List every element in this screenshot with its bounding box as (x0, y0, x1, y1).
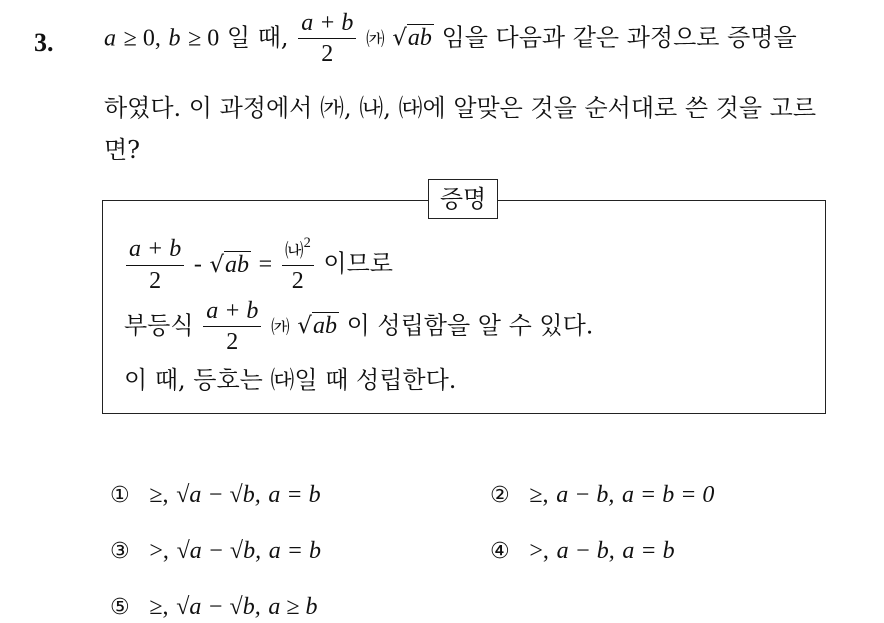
fraction-a-plus-b-over-2 (298, 10, 356, 68)
proof-line-2-fraction (203, 298, 261, 356)
choice-5-condition: a ≥ b (268, 594, 318, 620)
proof-fraction-na-denominator: 2 (291, 267, 304, 294)
choice-2-expression: a − b, (556, 482, 615, 508)
choice-3-expression: √a − √b, (176, 538, 262, 564)
proof-line-2-sqrt-radicand: ab (312, 313, 337, 340)
choice-2-label: ② (490, 483, 510, 508)
choice-2-relation: ≥, (529, 482, 549, 508)
choice-4-relation: >, (529, 538, 549, 564)
choice-3-relation: >, (149, 538, 169, 564)
proof-blank-ga: ㈎ (271, 317, 290, 339)
choice-2[interactable] (490, 480, 714, 509)
choice-5-relation: ≥, (149, 594, 169, 620)
var-b: b (168, 25, 181, 52)
question-line-2: 하였다. 이 과정에서 ㈎, ㈏, ㈐에 알맞은 것을 순서대로 쓴 것을 고르 (104, 94, 817, 122)
when-text: 일 때, (226, 23, 289, 52)
proof-line-2-text: 이 성립함을 알 수 있다. (346, 311, 594, 340)
question-line-1-text: 임을 다음과 같은 과정으로 증명을 (441, 23, 797, 52)
equals-sign: = (258, 251, 273, 278)
choice-4-condition: a = b (622, 538, 675, 564)
proof-line-1-text: 이므로 (323, 249, 393, 278)
proof-fraction-denominator: 2 (149, 267, 162, 294)
choice-1-label: ① (110, 483, 130, 508)
question-line-1 (104, 10, 797, 68)
var-a: a (104, 25, 116, 52)
geq-zero: ≥ 0, (123, 25, 161, 52)
choice-3[interactable] (110, 536, 321, 565)
proof-fraction-na-squared (282, 236, 314, 294)
proof-fraction-na-numerator (282, 236, 314, 266)
superscript-two: 2 (303, 235, 311, 251)
proof-line-2 (124, 298, 593, 356)
blank-na: ㈏ (284, 241, 304, 263)
choice-4-label: ④ (490, 539, 510, 564)
choice-5[interactable] (110, 592, 318, 621)
sqrt-ab-radicand: ab (407, 25, 432, 52)
proof-line-2-denominator: 2 (226, 329, 239, 356)
proof-sqrt-ab: √ab (209, 251, 250, 278)
blank-ga: ㈎ (366, 29, 385, 51)
proof-line-2-sqrt-ab: √ab (297, 313, 337, 340)
choice-3-label: ③ (110, 539, 130, 564)
proof-fraction-numerator: a + b (126, 236, 184, 265)
minus-sign: - (193, 251, 202, 278)
proof-fraction-a-plus-b (126, 236, 184, 294)
proof-line-2-numerator: a + b (203, 298, 261, 327)
choice-1[interactable] (110, 480, 321, 509)
question-line-3: 면? (104, 136, 141, 164)
choice-5-label: ⑤ (110, 595, 130, 620)
fraction-denominator: 2 (321, 41, 334, 68)
question-number: 3. (34, 28, 54, 57)
choice-4-expression: a − b, (556, 538, 615, 564)
choice-4[interactable] (490, 536, 675, 565)
fraction-numerator: a + b (298, 10, 356, 39)
proof-line-3: 이 때, 등호는 ㈐일 때 성립한다. (124, 366, 457, 394)
proof-line-2-prefix: 부등식 (124, 311, 194, 340)
choice-5-expression: √a − √b, (176, 594, 261, 620)
choice-1-relation: ≥, (149, 482, 169, 508)
geq-zero-2: ≥ 0 (188, 25, 220, 52)
proof-line-1 (124, 236, 393, 294)
choice-3-condition: a = b (268, 538, 321, 564)
choice-1-condition: a = b (268, 482, 321, 508)
choice-1-expression: √a − √b, (176, 482, 261, 508)
proof-title: 증명 (428, 179, 498, 219)
proof-sqrt-ab-radicand: ab (225, 251, 250, 278)
sqrt-ab: √ab (392, 25, 432, 52)
choice-2-condition: a = b = 0 (622, 482, 715, 508)
